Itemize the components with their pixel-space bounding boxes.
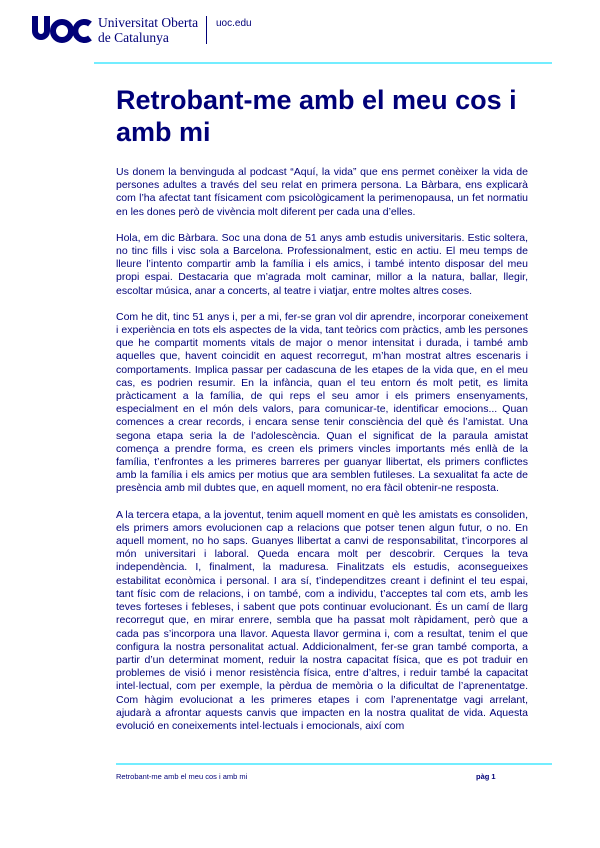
document-body (116, 166, 528, 746)
body-paragraph: Hola, em dic Bàrbara. Soc una dona de 51 anys amb estudis universitaris. Estic soltera, no tinc fills i visc sola a Barcelona. Professionalment, estic en actiu. El meu temps de lleure l’intento compartir amb la família i els amics, i també intento disposar del meu propi espai. Destacaria que m’agrada molt caminar, millor a la natura, ballar, llegir, escoltar música, anar a concerts, al teatre i viatjar, entre moltes altres coses. (116, 231, 528, 297)
footer-rule (116, 763, 552, 765)
site-domain: uoc.edu (216, 18, 252, 29)
university-name (98, 15, 198, 45)
page-header (0, 0, 600, 70)
body-paragraph: A la tercera etapa, a la joventut, tenim aquell moment en què les amistats es consoliden, els primers amors evolucionen cap a relacions que potser tenen algun futur, o no. En aquell moment, no ho saps. Guanyes llibertat a canvi de responsabilitat, t’incorpores al món universitari i laboral. Queda encara molt per descobrir. Cerques la teva independència. I, finalment, la maduresa. Finalitzats els estudis, aconsegueixes estabilitat econòmica i personal. I ara sí, t’independitzes creant i definint el teu espai, tant físic com de relacions, i on també, com a individu, t’acceptes tal com ets, amb les teves forteses i febleses, i sabent que pots continuar evolucionant. És un camí de llarg recorregut que, en mirar enrere, sembla que ha passat molt ràpidament, però que a cada pas s’incorpora una llavor. Aquesta llavor germina i, com a resultat, tenim el que configura la nostra personalitat actual. Addicionalment, fer-se gran també comporta, a partir d’un determinat moment, reduir la nostra capacitat física, que es pot traduir en problemes de visió i menor resistència física, entre d’altres, i reduir també la capacitat intel·lectual, com per exemple, la pèrdua de memòria o la dificultat de l’aprenentatge. Com hàgim evolucionat a les primeres etapes i com l’aprenentatge vagi arrelant, ajudarà a afrontar aquests canvis que impacten en la nostra qualitat de vida. Aquesta evolució en coneixements intel·lectuals i emocionals, així com (116, 508, 528, 732)
uoc-logo-icon (30, 14, 92, 44)
university-name-line1: Universitat Oberta (98, 15, 199, 30)
page-number: pàg 1 (476, 772, 496, 781)
header-rule (94, 62, 552, 64)
footer-document-title: Retrobant-me amb el meu cos i amb mi (116, 772, 248, 781)
body-paragraph: Com he dit, tinc 51 anys i, per a mi, fer-se gran vol dir aprendre, incorporar coneixement i experiència en tots els aspectes de la vida, tant teòrics com pràctics, amb les persones que he compartit moments vitals de major o menor intensitat i durada, i també amb aquelles que, havent coincidit en aquest recorregut, m’han mostrat altres escenaris i comportaments. Implica passar per cadascuna de les etapes de la vida que, en el meu cas, es podrien resumir. En la infància, quan el teu entorn és molt petit, es limita pràcticament a la família, de qui reps el seu amor i els primers ensenyaments, especialment en el món dels valors, para comunicar-te, identificar emocions... Quan comences a crear records, i encara sense tenir consciència del què és l’amistat. Una segona etapa seria la de l’adolescència. Quan el significat de la paraula amistat comença a prendre forma, es creen els primers vincles importants més enllà de la família, t’enfrontes a les primeres barreres per guanyar llibertat, els primers conflictes amb la família i els amics per motius que ara semblen futileses. La sexualitat fa acte de presència amb mil dubtes que, en aquell moment, no era fàcil obtenir-ne resposta. (116, 310, 528, 495)
university-name-line2: de Catalunya (98, 30, 169, 45)
document-title: Retrobant-me amb el meu cos i amb mi (116, 85, 517, 147)
header-divider (206, 16, 207, 44)
intro-paragraph: Us donem la benvinguda al podcast “Aquí, la vida” que ens permet conèixer la vida de persones adultes a través del seu relat en primera persona. La Bàrbara, ens explicarà com l’ha afectat tant físicament com psicològicament la perimenopausa, un fet normatiu en les dones però de vivència molt diferent per cada una d’elles. (116, 166, 528, 218)
